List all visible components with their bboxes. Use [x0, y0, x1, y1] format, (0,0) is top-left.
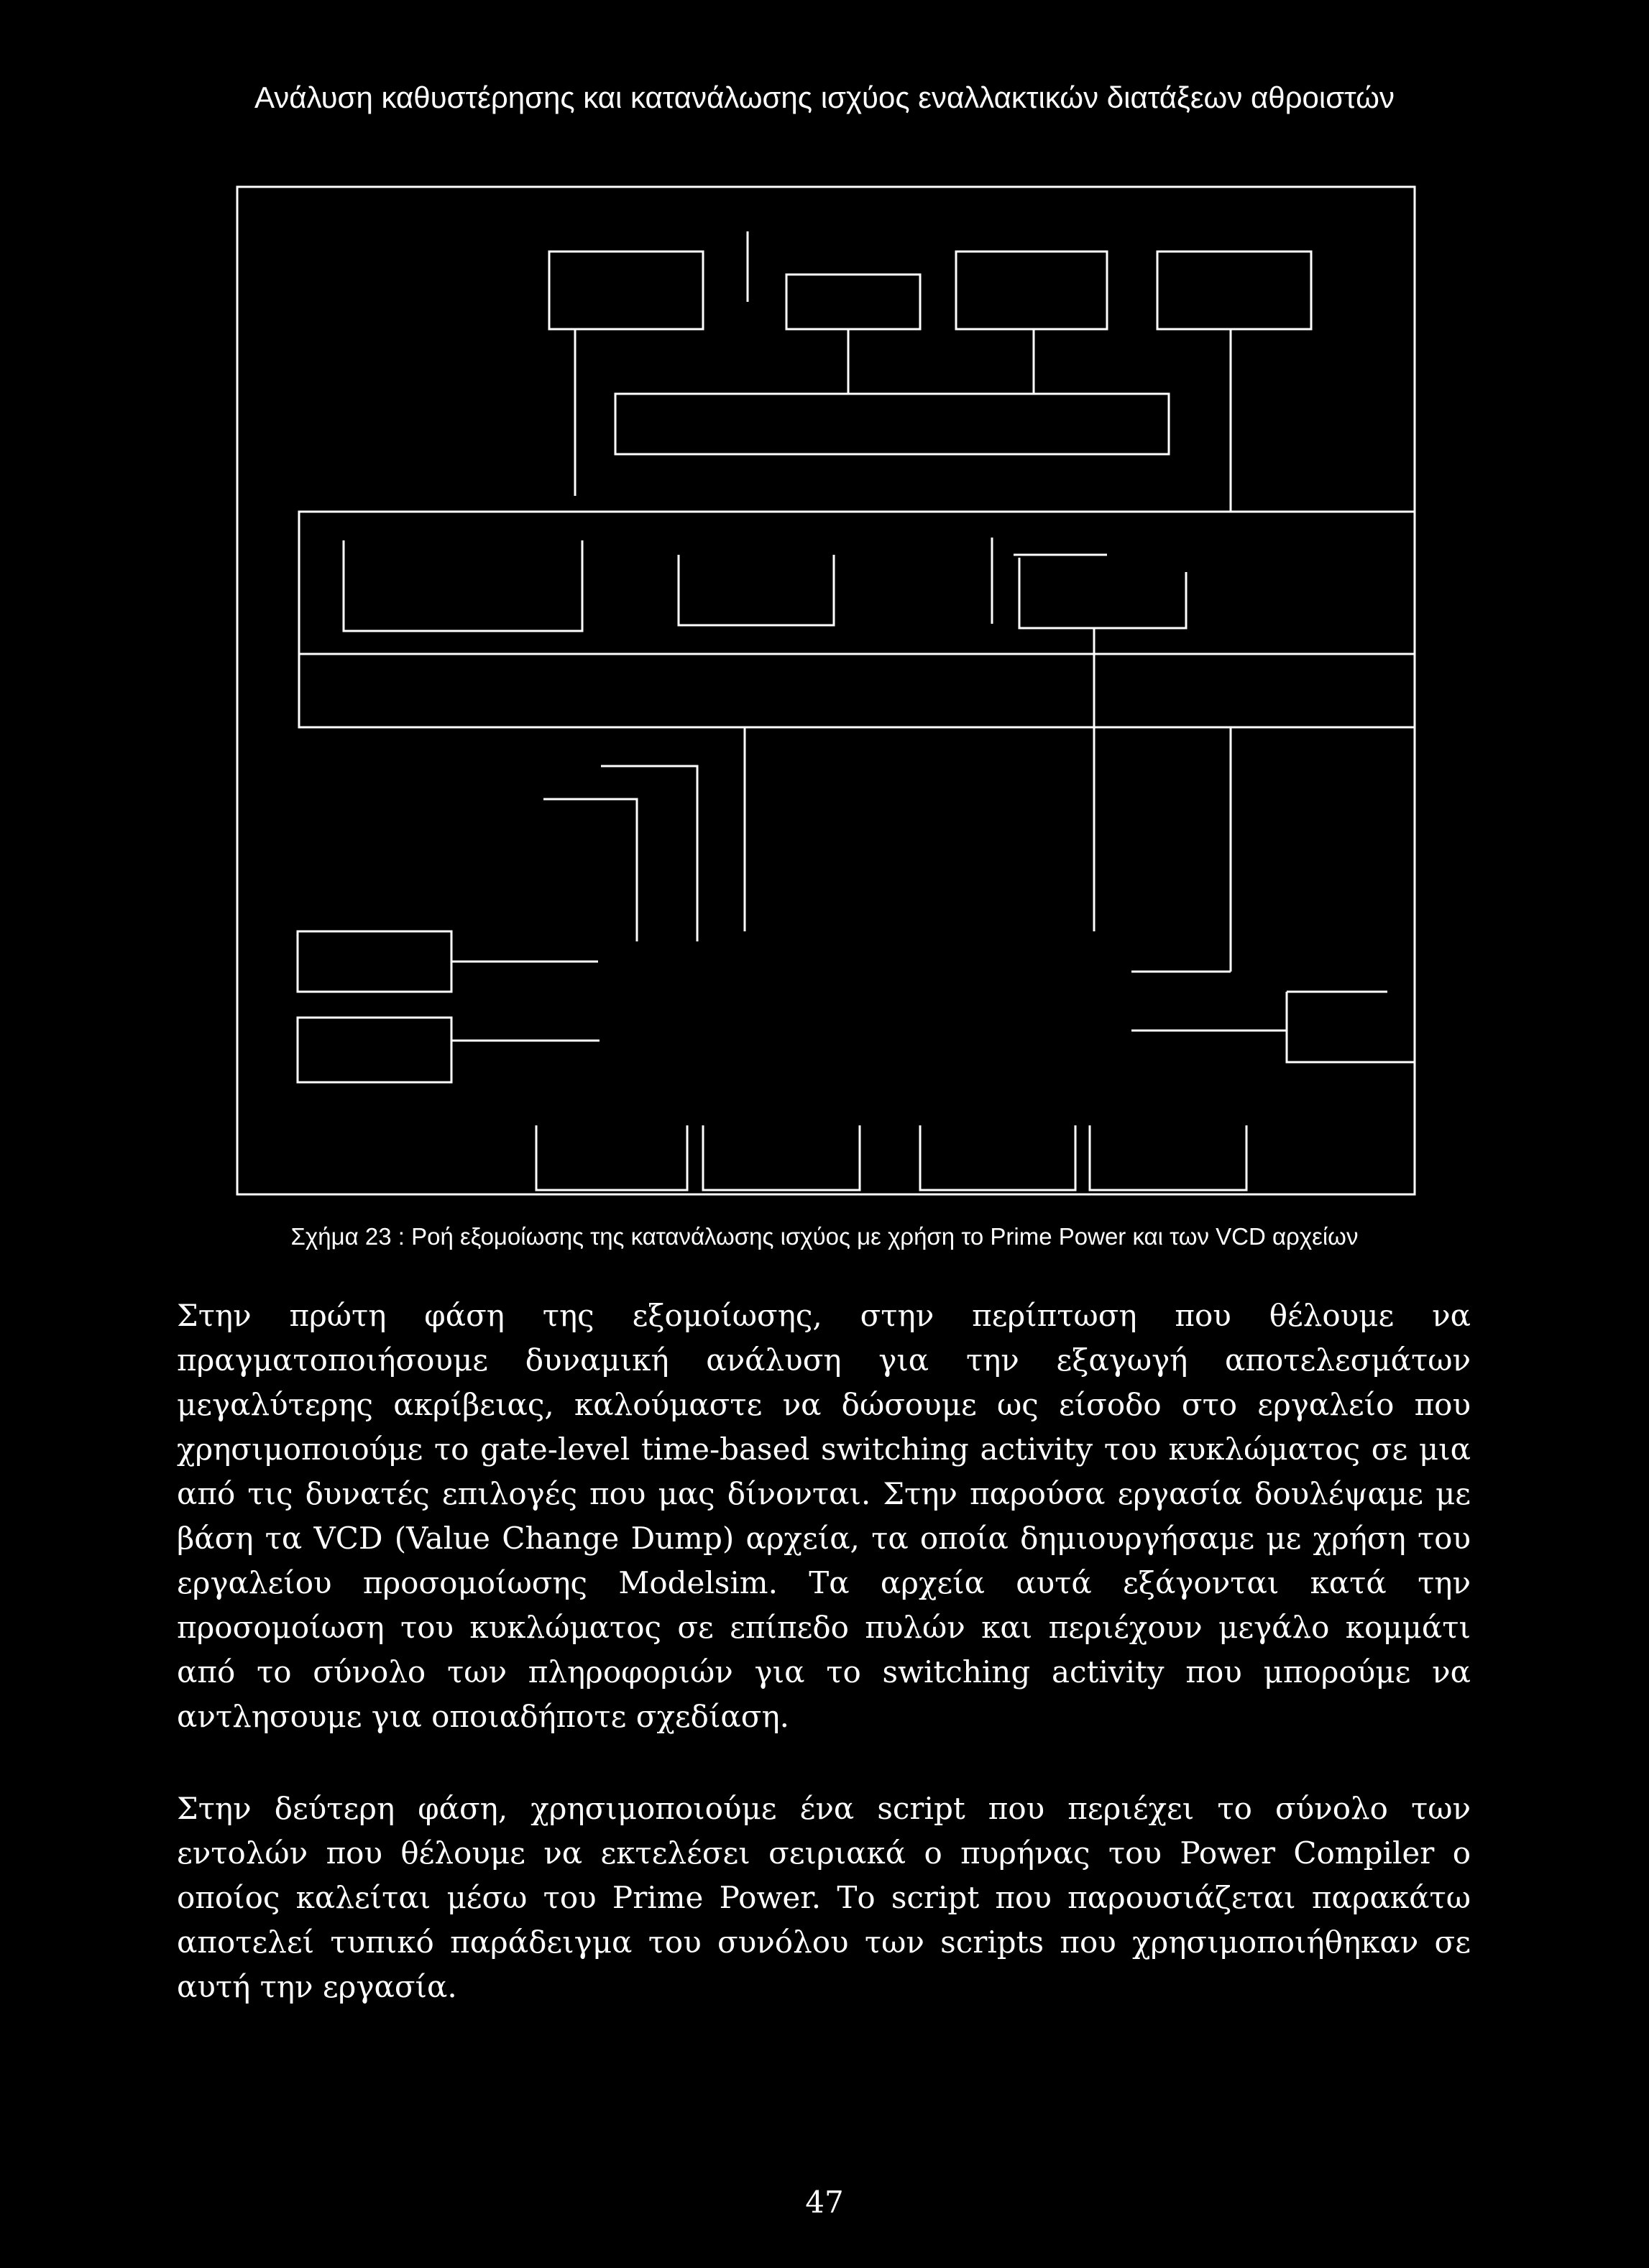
bottom-box-3 [920, 1125, 1075, 1190]
band-box-1 [344, 540, 582, 631]
connector [601, 766, 697, 941]
bottom-box-1 [536, 1125, 687, 1190]
left-box-1 [298, 931, 451, 992]
top-box-3 [956, 252, 1107, 329]
top-box-1 [549, 252, 703, 329]
running-header: Ανάλυση καθυστέρησης και κατανάλωσης ισχύος εναλλακτικών διατάξεων αθροιστών [254, 80, 1395, 114]
left-box-2 [298, 1018, 451, 1082]
band-box-4 [1019, 558, 1186, 628]
connector [543, 799, 637, 941]
bottom-box-2 [703, 1125, 860, 1190]
body-paragraph: Στην δεύτερη φάση, χρησιμοποιούμε ένα script που περιέχει το σύνολο των εντολών που θέλουμε να εκτελέσει σειριακά ο πυρήνας του Power Compiler ο οποίος καλείται μέσω του Prime Power. Το script που παρουσιάζεται παρακάτω αποτελεί τυπικό παράδειγμα του συνόλου των scripts που χρησιμοποιήθηκαν σε αυτή την εργασία. [177, 1791, 1471, 2004]
band-box-2 [679, 555, 834, 625]
figure-caption: Σχήμα 23 : Ροή εξομοίωσης της κατανάλωσης ισχύος με χρήση το Prime Power και των VCD αρχείων [290, 1223, 1359, 1250]
bottom-box-4 [1090, 1125, 1246, 1190]
wide-box [615, 394, 1169, 454]
middle-band [299, 512, 1415, 727]
page-number: 47 [805, 2185, 844, 2220]
figure-frame [237, 187, 1415, 1194]
top-box-4 [1157, 252, 1311, 329]
right-box [1287, 992, 1415, 1062]
body-paragraph: Στην πρώτη φάση της εξομοίωσης, στην περίπτωση που θέλουμε να πραγματοποιήσουμε δυναμική ανάλυση για την εξαγωγή αποτελεσμάτων μεγαλύτερης ακρίβειας, καλούμαστε να δώσουμε ως είσοδο στο εργαλείο που χρησιμοποιούμε το gate-level time-based switching activity του κυκλώματος σε μια από τις δυνατές επιλογές που μας δίνονται. Στην παρούσα εργασία δουλέψαμε με βάση τα VCD (Value Change Dump) αρχεία, τα οποία δημιουργήσαμε με χρήση του εργαλείου προσομοίωσης Modelsim. Τα αρχεία αυτά εξάγονται κατά την προσομοίωση του κυκλώματος σε επίπεδο πυλών και περιέχουν μεγάλο κομμάτι από το σύνολο των πληροφοριών για το switching activity που μπορούμε να αντλησουμε για οποιαδήποτε σχεδίαση. [177, 1298, 1471, 1734]
top-box-2 [786, 275, 920, 329]
